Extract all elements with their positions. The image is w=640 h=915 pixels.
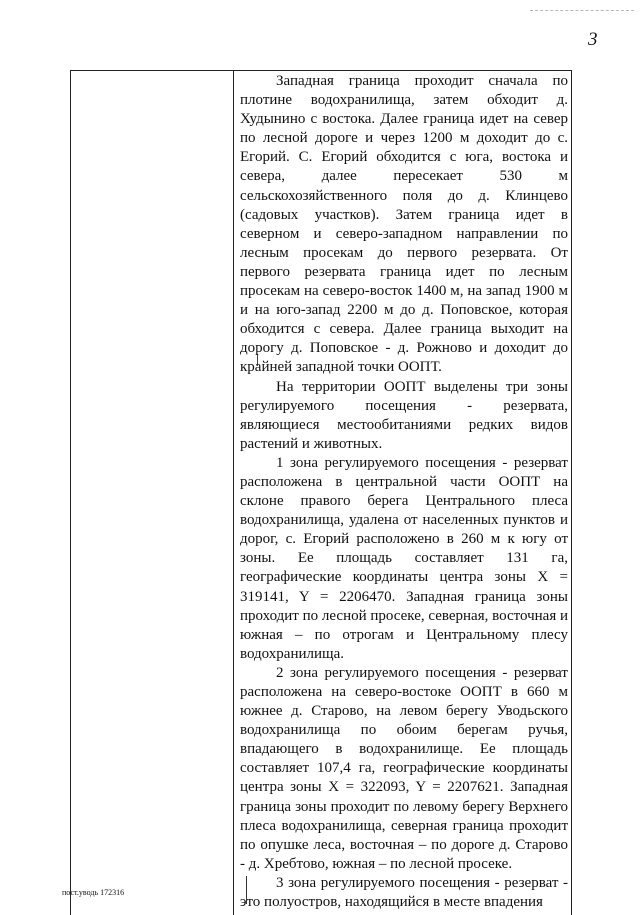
- footer-reference: пост.уводь 172316: [62, 888, 125, 897]
- paragraph-zone-3: 3 зона регулируемого посещения - резерват - это полуостров, находящийся в месте впадения: [240, 874, 568, 911]
- table-left-cell: [70, 70, 234, 915]
- scan-mark: [246, 876, 247, 904]
- page-number: 3: [588, 29, 598, 50]
- paragraph-zone-2: 2 зона регулируемого посещения - резерват расположена на северо-востоке ООПТ в 660 м южнее д. Старово, на левом берегу Уводьского водохранилища по обоим берегам ручья, впадающего в водохранилище. Ее площадь составляет 107,4 га, географические координаты центра зоны X = 322093, Y = 2207621. Западная граница зоны проходит по левому берегу Верхнего плеса водохранилища, северная граница проходит по опушке леса, восточная – по дороге д. Старово - д. Хребтово, южная – по лесной просеке.: [240, 664, 568, 872]
- paragraph-zones-intro: На территории ООПТ выделены три зоны регулируемого посещения - резервата, являющиеся местообитаниями редких видов растений и животных.: [240, 378, 568, 452]
- paragraph-western-border: Западная граница проходит сначала по плотине водохранилища, затем обходит д. Худынино с востока. Далее граница идет на север по лесной дороге и через 1200 м доходит до с. Егорий. С. Егорий обходится с юга, востока и севера, далее пересекает 530 м сельскохозяйственного поля до д. Клинцево (садовых участков). Затем граница идет в северном и северо-западном направлении по лесным просекам до первого резервата. От первого резервата граница идет по лесным просекам на северо-восток 1400 м, на запад 1900 м и на юго-запад 2200 м до д. Поповское, которая обходится с севера. Далее граница выходит на дорогу д. Поповское - д. Рожново и доходит до крайней западной точки ООПТ.: [240, 73, 568, 376]
- table-right-cell-text: [240, 72, 568, 912]
- paragraph-zone-1: 1 зона регулируемого посещения - резерват расположена в центральной части ООПТ на склоне правого берега Центрального плеса водохранилища, удалена от населенных пунктов и дорог, с. Егорий расположено в 260 м к югу от зоны. Ее площадь составляет 131 га, географические координаты центра зоны X = 319141, Y = 2206470. Западная граница зоны проходит по лесной просеке, северная, восточная и южная – по отрогам и Центральному плесу водохранилища.: [240, 454, 568, 662]
- scan-edge-dash: [530, 10, 634, 11]
